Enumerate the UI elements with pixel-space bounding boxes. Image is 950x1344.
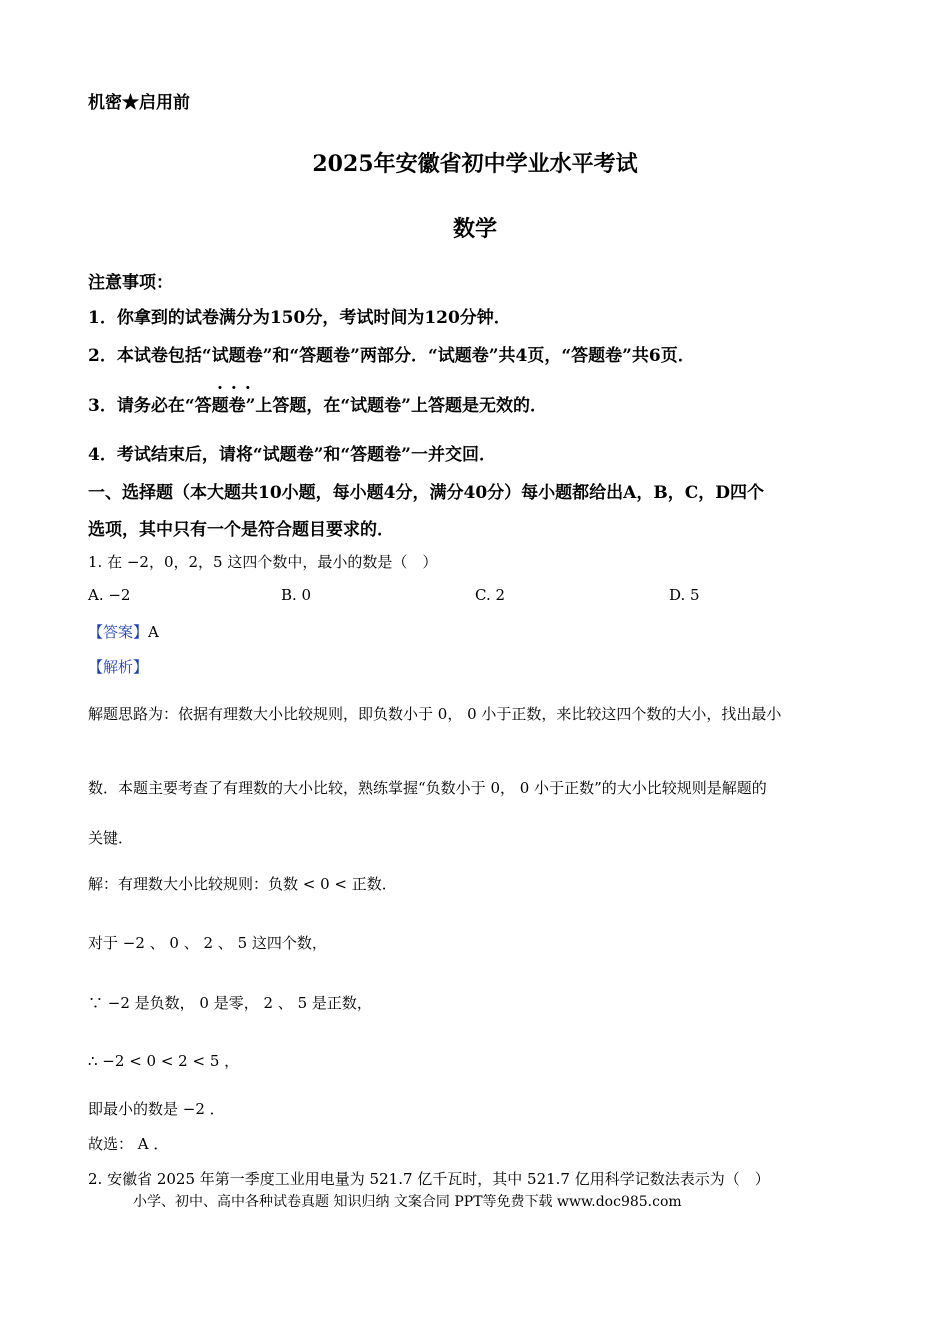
notice-item-4: 4．考试结束后，请将“试题卷”和“答题卷”一并交回．	[88, 445, 496, 465]
question-1-stem: 1. 在 −2，0，2，5 这四个数中，最小的数是（ ）	[88, 553, 438, 571]
subject-title: 数学	[452, 216, 497, 242]
answer-value: A	[148, 623, 159, 641]
solution-result: 即最小的数是 −2 ．	[88, 1100, 225, 1118]
analysis-line	[88, 656, 148, 677]
answer-line	[88, 621, 159, 642]
notice-heading: 注意事项：	[88, 273, 173, 293]
question-1-option-c: C. 2	[475, 586, 506, 604]
confidential-label: 机密★启用前	[88, 93, 190, 113]
solution-therefore: ∴ −2 < 0 < 2 < 5 ，	[88, 1052, 240, 1070]
analysis-paragraph-3: 关键．	[88, 829, 134, 847]
question-1-option-d: D. 5	[669, 586, 700, 604]
page-footer: 小学、初中、高中各种试卷真题 知识归纳 文案合同 PPT等免费下载 www.doc985.com	[133, 1194, 682, 1210]
notice-item-3: 3．请务必在“答题卷”上答题，在“试题卷”上答题是无效的．	[88, 396, 547, 416]
solution-because: ∵ −2 是负数， 0 是零， 2 、 5 是正数，	[88, 994, 372, 1012]
question-2-stem: 2. 安徽省 2025 年第一季度工业用电量为 521.7 亿千瓦时，其中 521.7 亿用科学记数法表示为（ ）	[88, 1170, 770, 1188]
notice-item-1: 1．你拿到的试卷满分为150分，考试时间为120分钟．	[88, 308, 511, 328]
section-heading-line-1: 一、选择题（本大题共10小题，每小题4分，满分40分）每小题都给出A，B，C，D四个	[88, 483, 764, 503]
analysis-paragraph-1: 解题思路为：依据有理数大小比较规则，即负数小于 0， 0 小于正数，来比较这四个数的大小，找出最小	[88, 705, 782, 723]
notice-item-2: 2．本试卷包括“试题卷”和“答题卷”两部分．“试题卷”共4页，“答题卷”共6页．	[88, 346, 695, 366]
solution-numbers: 对于 −2 、 0 、 2 、 5 这四个数，	[88, 934, 327, 952]
analysis-paragraph-2: 数．本题主要考查了有理数的大小比较，熟练掌握“负数小于 0， 0 小于正数”的大小比较规则是解题的	[88, 779, 767, 797]
question-1-option-b: B. 0	[281, 586, 312, 604]
solution-rule: 解：有理数大小比较规则：负数 < 0 < 正数．	[88, 875, 397, 893]
analysis-tag: 【解析】	[88, 658, 149, 676]
exam-title: 2025年安徽省初中学业水平考试	[312, 151, 638, 177]
answer-tag: 【答案】	[88, 623, 149, 641]
question-1-option-a: A. −2	[88, 586, 131, 604]
solution-choice: 故选： A ．	[88, 1135, 169, 1153]
emphasis-dots: ...	[217, 374, 259, 394]
section-heading-line-2: 选项，其中只有一个是符合题目要求的．	[88, 520, 394, 540]
